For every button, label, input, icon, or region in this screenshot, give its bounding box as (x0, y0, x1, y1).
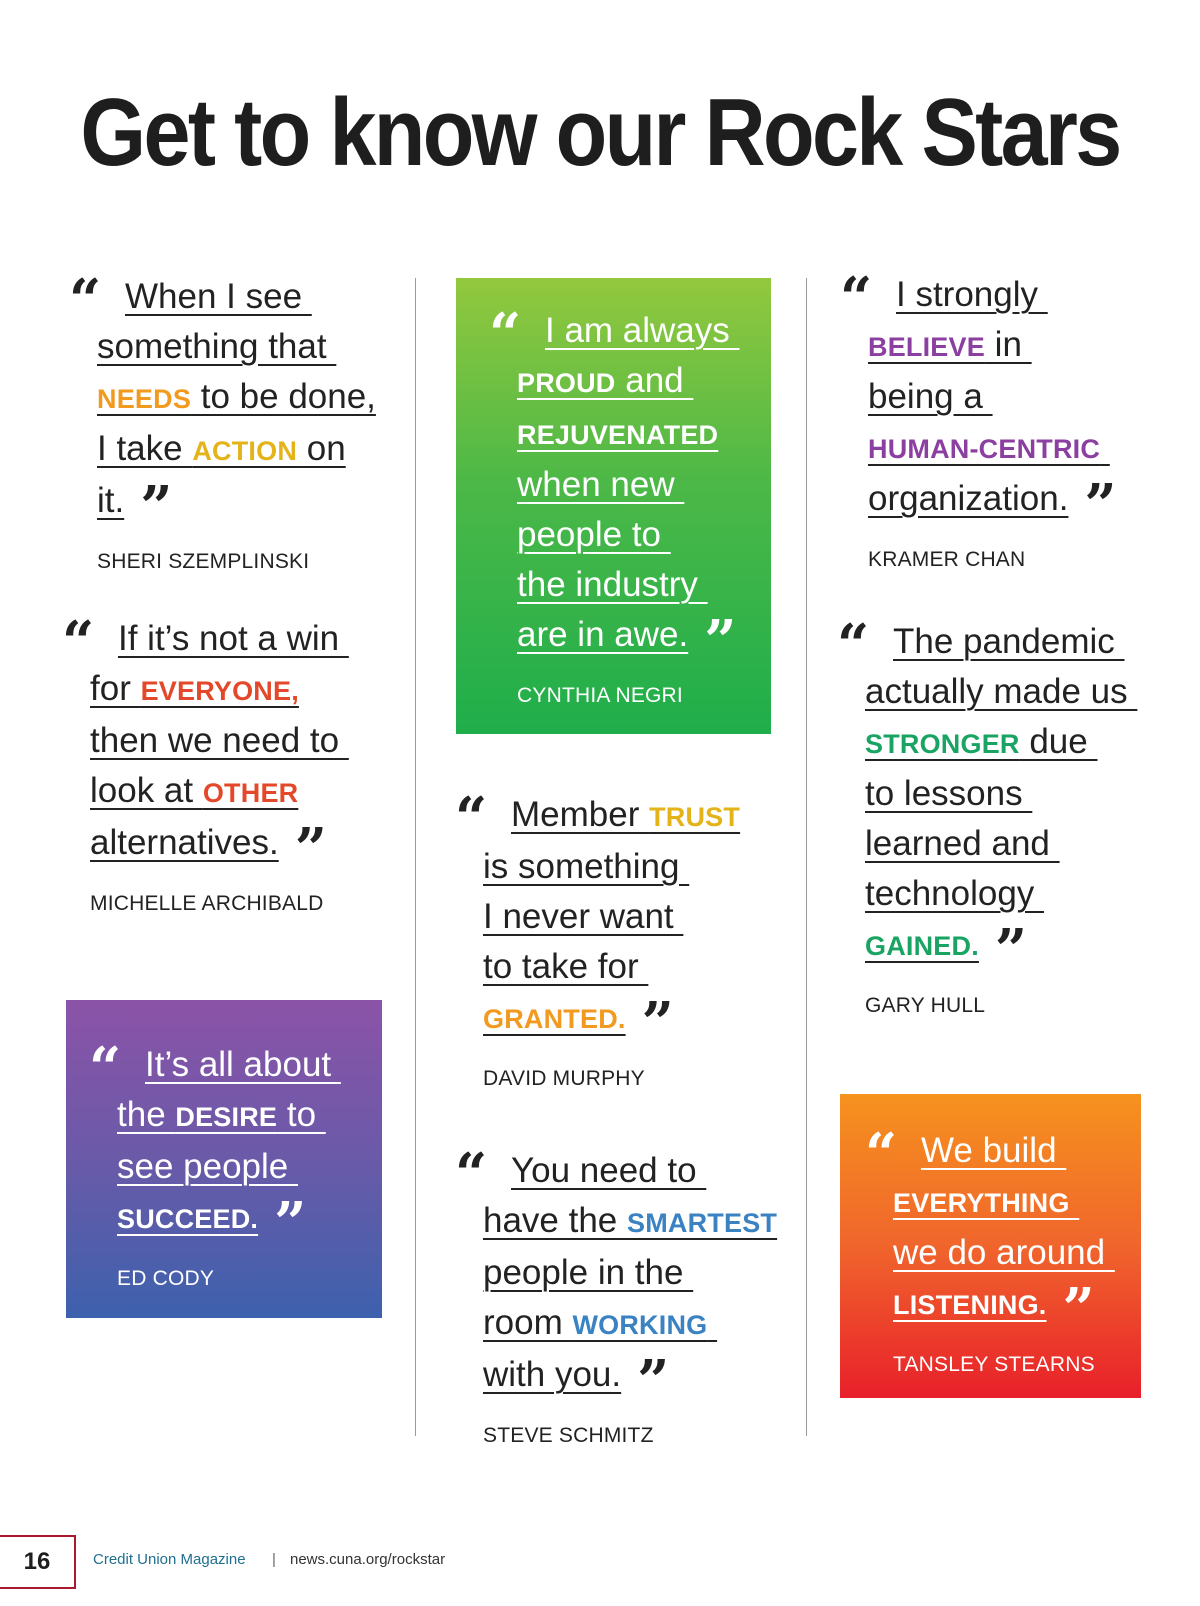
quote-line: with you. ” (483, 1348, 670, 1414)
close-quote-icon: ” (1062, 1276, 1095, 1342)
keyword-granted: GRANTED. (483, 1004, 626, 1034)
quote-line: “ Member TRUST (455, 785, 741, 851)
open-quote-icon: “ (89, 1035, 122, 1101)
keyword-action: ACTION (192, 436, 298, 466)
quote-line: to take for (483, 947, 649, 986)
quote-attribution: STEVE SCHMITZ (483, 1424, 654, 1447)
keyword-needs: NEEDS (97, 384, 192, 414)
quote-line: technology (865, 874, 1045, 913)
open-quote-icon: “ (840, 265, 873, 331)
quote-line: “ I strongly (840, 265, 1048, 331)
quote-ed-cody (89, 1035, 341, 1292)
quote-attribution: ED CODY (117, 1267, 215, 1290)
quote-line: “ When I see (69, 267, 312, 333)
quote-kramer-chan (840, 265, 1117, 573)
open-quote-icon: “ (69, 267, 102, 333)
quote-line: we do around (893, 1233, 1115, 1272)
close-quote-icon: ” (274, 1190, 307, 1256)
keyword-believe: BELIEVE (868, 332, 985, 362)
quote-line: “ You need to (455, 1141, 707, 1207)
quote-line: BELIEVE in (868, 325, 1032, 364)
keyword-smartest: SMARTEST (627, 1208, 778, 1238)
open-quote-icon: “ (837, 612, 870, 678)
open-quote-icon: “ (489, 301, 522, 367)
quote-attribution: MICHELLE ARCHIBALD (90, 892, 324, 915)
quote-sheri-szemplinski (69, 267, 376, 575)
quote-attribution: KRAMER CHAN (868, 548, 1026, 571)
quote-line: NEEDS to be done, (97, 377, 376, 416)
quote-line (893, 1276, 1095, 1342)
quote-line: learned and (865, 824, 1060, 863)
quote-line: I never want (483, 897, 684, 936)
keyword-stronger: STRONGER (865, 729, 1020, 759)
close-quote-icon: ” (641, 990, 674, 1056)
open-quote-icon: “ (455, 1141, 488, 1207)
quote-line (868, 422, 1110, 474)
quote-cynthia-negri (489, 301, 740, 709)
quote-line: “ The pandemic (837, 612, 1125, 678)
footer-separator: | (272, 1551, 276, 1568)
quote-line: “ I am always (489, 301, 740, 367)
quote-line: actually made us (865, 672, 1138, 711)
quote-michelle-archibald (62, 609, 349, 917)
quote-line: have the SMARTEST (483, 1201, 778, 1240)
quote-line: see people (117, 1147, 298, 1186)
quote-line: people to (517, 515, 671, 554)
close-quote-icon: ” (294, 816, 327, 882)
footer-url-link[interactable]: news.cuna.org/rockstar (290, 1551, 446, 1568)
quote-line: to lessons (865, 774, 1033, 813)
keyword-everyone: EVERYONE, (140, 676, 299, 706)
open-quote-icon: “ (865, 1121, 898, 1187)
quote-line: it. ” (97, 474, 173, 540)
quote-line: when new (517, 465, 685, 504)
quote-line: organization. ” (868, 472, 1117, 538)
quote-line: PROUD and (517, 361, 694, 400)
quote-attribution: TANSLEY STEARNS (893, 1353, 1095, 1376)
column-divider-left (415, 278, 416, 1436)
quote-gary-hull (837, 612, 1138, 1019)
quote-line: “ If it’s not a win (62, 609, 349, 675)
quote-box-purple (66, 1000, 382, 1318)
quote-line: something that (97, 327, 337, 366)
quote-line: for EVERYONE, (90, 669, 299, 708)
keyword-rejuvenated: REJUVENATED (517, 420, 719, 450)
quote-line (893, 1176, 1079, 1228)
quote-line: then we need to (90, 721, 349, 760)
quote-attribution: GARY HULL (865, 994, 986, 1017)
keyword-proud: PROUD (517, 368, 616, 398)
keyword-human-centric: HUMAN-CENTRIC (868, 434, 1101, 464)
quote-line: the DESIRE to (117, 1095, 326, 1134)
quote-line: the industry (517, 565, 708, 604)
quote-line: are in awe. ” (517, 608, 737, 674)
quote-line: look at OTHER (90, 771, 299, 810)
open-quote-icon: “ (455, 785, 488, 851)
quote-line (483, 990, 674, 1056)
quote-line: being a (868, 377, 993, 416)
quote-tansley-stearns (865, 1121, 1115, 1378)
quote-line: “ It’s all about (89, 1035, 341, 1101)
column-divider-right (806, 278, 807, 1436)
keyword-everything: EVERYTHING (893, 1188, 1070, 1218)
magazine-name: Credit Union Magazine (93, 1551, 246, 1568)
close-quote-icon: ” (637, 1348, 670, 1414)
close-quote-icon: ” (704, 608, 737, 674)
quote-line: people in the (483, 1253, 694, 1292)
page-title: Get to know our Rock Stars (80, 79, 1120, 186)
keyword-working: WORKING (572, 1310, 708, 1340)
quote-attribution: SHERI SZEMPLINSKI (97, 550, 310, 573)
quote-line: room WORKING (483, 1303, 708, 1342)
keyword-desire: DESIRE (175, 1102, 278, 1132)
quote-line (117, 1190, 307, 1256)
quote-box-orange (840, 1094, 1141, 1398)
quote-line: alternatives. ” (90, 816, 327, 882)
keyword-trust: TRUST (649, 802, 741, 832)
quote-line: I take ACTION on (97, 429, 346, 468)
quote-david-murphy (455, 785, 741, 1092)
keyword-listening: LISTENING. (893, 1290, 1047, 1320)
quote-box-green (456, 278, 771, 734)
close-quote-icon: ” (994, 917, 1028, 983)
keyword-gained: GAINED. (865, 931, 979, 961)
quote-attribution: DAVID MURPHY (483, 1067, 645, 1090)
quote-line: “ We build (865, 1121, 1067, 1187)
page-number: 16 (0, 1535, 76, 1589)
quote-line (517, 408, 718, 460)
quote-line (865, 917, 1028, 983)
close-quote-icon: ” (1084, 472, 1117, 538)
quote-attribution: CYNTHIA NEGRI (517, 684, 683, 707)
quote-steve-schmitz (455, 1141, 778, 1449)
open-quote-icon: “ (62, 609, 95, 675)
quote-line: STRONGER due (865, 722, 1098, 761)
quote-line: is something (483, 847, 690, 886)
keyword-succeed: SUCCEED. (117, 1204, 259, 1234)
keyword-other: OTHER (202, 778, 299, 808)
close-quote-icon: ” (140, 474, 173, 540)
